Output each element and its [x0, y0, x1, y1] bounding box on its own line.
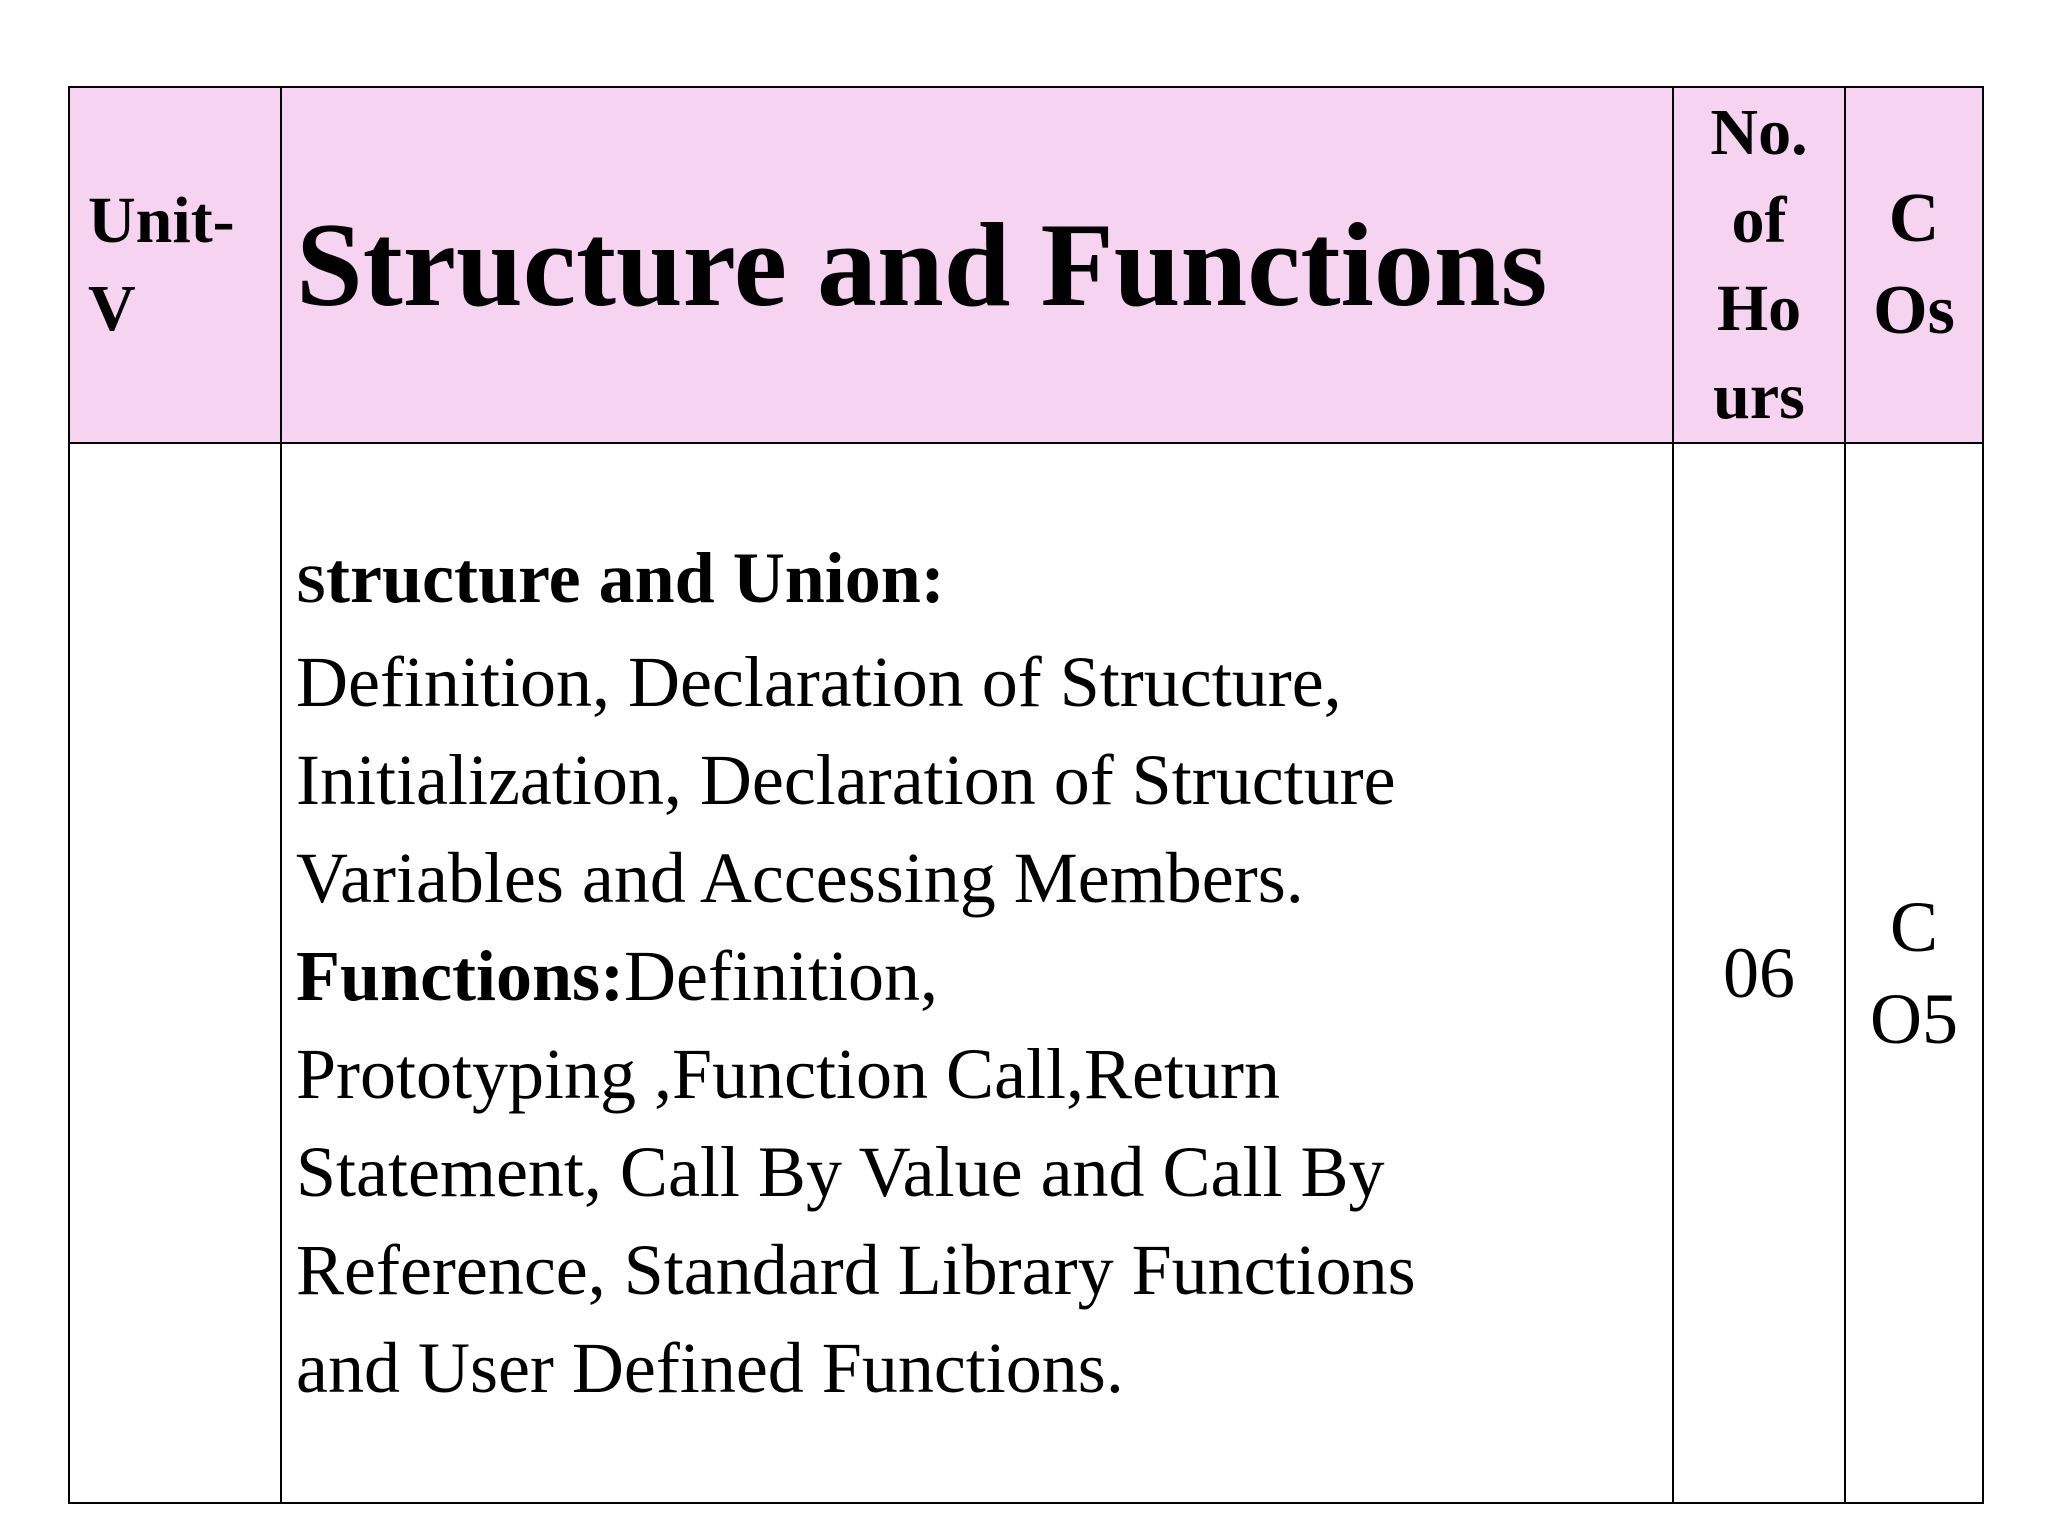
- unit-header: [69, 87, 281, 443]
- hours-header-line: of: [1731, 184, 1787, 257]
- unit-cell: [69, 443, 281, 1503]
- functions-line-rest: Definition,: [624, 936, 938, 1016]
- hours-header-line: No.: [1710, 96, 1808, 169]
- functions-line: [296, 927, 1662, 1025]
- functions-heading: Functions:: [296, 936, 625, 1016]
- topic-line: Initialization, Declaration of Structure: [296, 740, 1396, 820]
- topic-line: Reference, Standard Library Functions: [296, 1230, 1416, 1310]
- structure-union-heading: [296, 529, 1662, 633]
- hours-header: [1673, 87, 1845, 443]
- topic-line: and User Defined Functions.: [296, 1328, 1124, 1408]
- topic-line: Statement, Call By Value and Call By: [296, 1132, 1385, 1212]
- cos-cell-line: O5: [1870, 979, 1958, 1059]
- hours-cell: 06: [1673, 443, 1845, 1503]
- cos-cell: [1845, 443, 1983, 1503]
- syllabus-table: [68, 86, 1984, 1504]
- hours-header-line: urs: [1713, 360, 1805, 433]
- topic-line: Prototyping ,Function Call,Return: [296, 1034, 1280, 1114]
- unit-header-line: Unit-: [88, 184, 235, 257]
- cos-header-line: C: [1888, 180, 1940, 257]
- table-row: [69, 443, 1983, 1503]
- unit-header-line: V: [88, 272, 136, 345]
- cos-header: [1845, 87, 1983, 443]
- structure-union-heading-initial: S: [296, 554, 327, 614]
- cos-header-line: Os: [1873, 272, 1955, 349]
- topic-line: Variables and Accessing Members.: [296, 838, 1304, 918]
- cos-cell-line: C: [1889, 887, 1939, 967]
- header-row: [69, 87, 1983, 443]
- hours-header-line: Ho: [1716, 272, 1802, 345]
- topic-cell: [281, 443, 1673, 1503]
- structure-union-heading-rest: tructure and Union:: [326, 538, 945, 618]
- topic-line: Definition, Declaration of Structure,: [296, 642, 1342, 722]
- unit-title: Structure and Functions: [281, 87, 1673, 443]
